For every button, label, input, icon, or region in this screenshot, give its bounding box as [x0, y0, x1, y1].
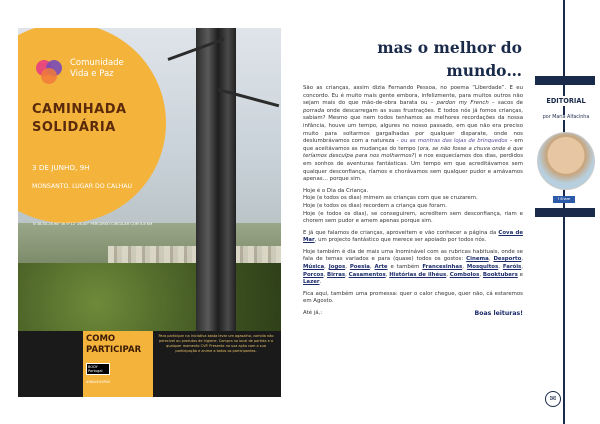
link-farois[interactable]: Faróis	[502, 264, 522, 271]
link-birras[interactable]: Birras	[326, 271, 346, 278]
author-avatar	[537, 132, 595, 190]
article-body	[303, 85, 523, 318]
link-jogos[interactable]: Jogos	[328, 264, 346, 271]
link-casamentos[interactable]: Casamentos	[348, 271, 386, 278]
text-run: – em que aceitávamos as mudanças do tempo (	[303, 138, 524, 152]
text-line: Hoje (e todos os dias), se conseguirem, acreditem sem desconfiança, riam e chorem sem pudor e amem apenas porque sim.	[303, 210, 523, 225]
event-date: 3 DE JUNHO, 9H	[32, 163, 90, 172]
sign-off-row	[303, 310, 523, 318]
text-line: Hoje é o Dia da Criança.	[303, 187, 369, 194]
text-run: Hoje também é dia de mais uma Inominável com as rubricas habituais, onde se fala de temas variados e para (quase) todos os gostos:	[303, 248, 523, 263]
paragraph-cova	[303, 230, 523, 245]
link-cova-de-mar[interactable]: Cova de Mar	[303, 229, 523, 244]
author-name: por Maria Alfacinha	[535, 115, 597, 120]
poster-title-line2: SOLIDÁRIA	[32, 120, 116, 135]
poster-title-line1: CAMINHADA	[32, 102, 127, 117]
poster-title	[32, 101, 127, 137]
tree-trunk	[196, 28, 236, 333]
org-name	[70, 58, 124, 80]
como-line1: COMO	[86, 334, 116, 344]
facebook-share-button[interactable]: f Share	[553, 196, 575, 203]
event-poster	[18, 28, 281, 397]
link-lazer[interactable]: Lazer	[303, 279, 320, 286]
event-place: MONSANTO. LUGAR DO CALHAU	[32, 183, 133, 190]
mail-icon[interactable]: ✉	[545, 391, 561, 407]
link-desporto[interactable]: Desporto	[493, 256, 522, 263]
text-italic: porrada	[303, 107, 325, 114]
paragraph-rubricas: Hoje também é dia de mais uma Inominável com as rubricas habituais, onde se fala de temas variados e para (quase) todos os gostos: Cinema, Desporto, Música, Jogos, Poesia, Arte e também Francesinhas, Mosquitos, Faróis, Porcos, Birras, Casamentos, Histórias de ilhéus, Combolos, Booktubers e Lazer.	[303, 248, 524, 286]
link-arte[interactable]: Arte	[374, 264, 388, 271]
text-run: onde descarregam as suas frustrações. E todos nós já fomos crianças, sabiam? Mesmo que nem todos tenhamos as melhores recordações da nossa infância, houve um tempo, algures no nosso passado, em que não era preciso muito para soltarmos gargalhadas por qualquer disparate, onde nos deslumbrávamos com a natureza -	[303, 107, 523, 145]
participation-instructions: Para participar na iniciativa basta levar um agasalho, comida não perecível ou produtos de higiene. Compra no local de partida e a qualquer momento CVP. Presente na sua ação com a sua participação e anime a todos os participantes.	[158, 334, 274, 353]
org-name-line2: Vida e Paz	[70, 69, 114, 79]
headline-line1: mas o melhor do	[377, 38, 522, 57]
como-participar	[86, 334, 141, 356]
paragraph-intro	[303, 85, 523, 184]
text-run: – sacos de	[492, 100, 523, 107]
sponsor-badge: BODY Portugal	[86, 363, 110, 375]
text-italic: ou as montras das lojas de brinquedos	[400, 138, 508, 145]
sign-off: Até já,:	[303, 310, 323, 317]
closing-text: Boas leituras!	[474, 310, 523, 318]
text-run: ) e nos esquecíamos dos dias, perdidos em sonhos de aventuras fantásticas. Um tempo em que acreditávamos sem qualquer desconfiança, ríamos e chorávamos sem qualquer pudor e amávamos apenas… porque sim.	[303, 153, 523, 183]
link-combolos[interactable]: Combolos	[449, 271, 480, 278]
link-musica[interactable]: Música	[303, 264, 325, 271]
text-line: Hoje (e todos os dias) mimem as crianças com que se cruzarem.	[303, 195, 478, 202]
sidebar-bar-top	[535, 76, 595, 85]
link-poesia[interactable]: Poesia	[349, 264, 370, 271]
route-fine-print: N 38.44.26.98” W 9°12’ 26.40” PERCURSO CIRCULAR COM 5.8 KM	[33, 222, 153, 226]
paragraph-dia-crianca	[303, 188, 523, 226]
text-italic: ora, se não fosse a chuva onde é que teríamos desculpa para nos molharmos?	[303, 145, 523, 160]
sidebar-bar-bottom	[535, 208, 595, 217]
como-line2: PARTICIPAR	[86, 345, 142, 355]
heart-logo-icon	[33, 56, 65, 88]
link-booktubers[interactable]: Booktubers	[482, 271, 518, 278]
hashtag: #WALK4VPAZ	[86, 380, 111, 384]
text-run: São as crianças, assim dizia Fernando Pessoa, no poema “Liberdade”. E eu concordo. Eu é muito mais gente embora, infelizmente, para muitos outros não sejam mais do que mão-de-obra barata ou –	[303, 85, 523, 107]
text-run: e também	[390, 264, 420, 271]
link-francesinhas[interactable]: Francesinhas	[422, 264, 463, 271]
text-line: Hoje (e todos os dias) recordem a criança que foram.	[303, 202, 447, 209]
org-name-line1: Comunidade	[70, 58, 124, 68]
article-headline	[300, 36, 522, 82]
text-run: , um projecto fantástico que merece ser apoiado por todos nós.	[314, 237, 487, 244]
section-label: EDITORIAL	[535, 96, 597, 106]
link-historias-de-ilheus[interactable]: Histórias de ilhéus	[389, 271, 447, 278]
paragraph-promessa: Fica aqui, também uma promessa: quer o calor chegue, quer não, cá estaremos em Agosto.	[303, 290, 523, 305]
text-run: E já que falamos de crianças, aproveitem e vão conhecer a página da	[303, 229, 497, 236]
text-italic: pardon my French	[436, 100, 489, 107]
link-cinema[interactable]: Cinema	[466, 256, 489, 263]
headline-line2: mundo…	[446, 61, 522, 80]
link-mosquitos[interactable]: Mosquitos	[466, 264, 499, 271]
link-porcos[interactable]: Porcos	[303, 271, 324, 278]
text-run: e	[519, 271, 523, 278]
